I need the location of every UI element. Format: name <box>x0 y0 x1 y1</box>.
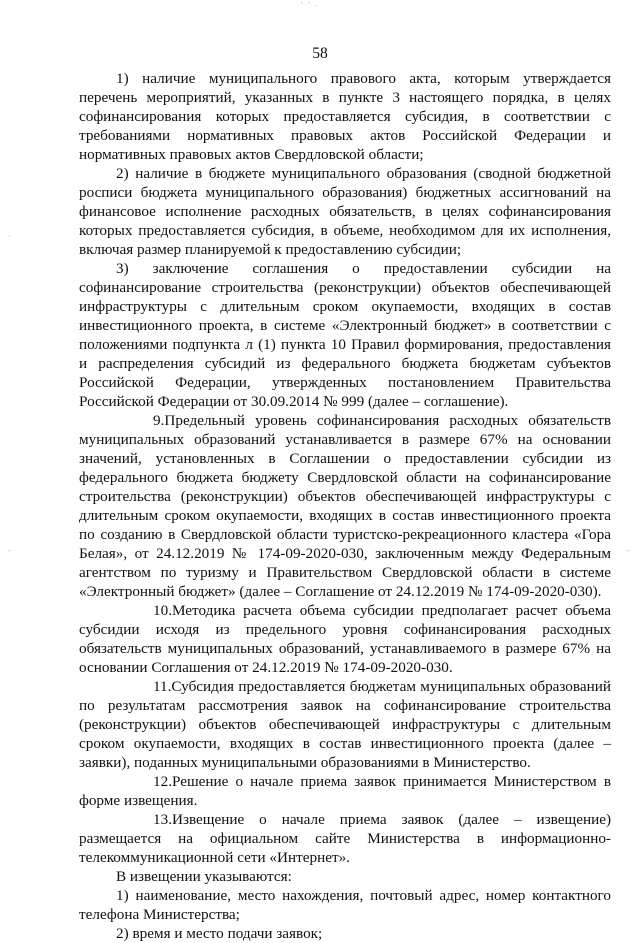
paragraph-notice-item-1 <box>79 886 611 924</box>
paragraph-clause-13 <box>79 810 611 867</box>
paragraph-text: 3) заключение соглашения о предоставлении субсидии на софинансирование строительства (реконструкции) объектов обеспечивающей инфраструктуры с длительным сроком окупаемости, входящих в состав инвестиционного проекта, в системе «Электронный бюджет» в соответствии с положениями подпункта л (1) пункта 10 Правил формирования, предоставления и распределения субсидий из федерального бюджета бюджетам субъектов Российской Федерации, утвержденных постановлением Правительства Российской Федерации от 30.09.2014 № 999 (далее – соглашение). <box>79 260 611 410</box>
clause-number: 12. <box>153 773 172 790</box>
clause-number: 13. <box>153 811 172 828</box>
paragraph-notice-intro <box>79 867 611 886</box>
paragraph-clause-11 <box>79 677 611 772</box>
paragraph-text: 2) наличие в бюджете муниципального образования (сводной бюджетной росписи бюджета муниципального образования) бюджетных ассигнований на финансовое исполнение расходных обязательств, в целях софинансирования которых предоставляется субсидия, в объеме, необходимом для их исполнения, включая размер планируемой к предоставлению субсидии; <box>79 165 611 258</box>
paragraph-text: 2) время и место подачи заявок; <box>116 925 323 942</box>
paragraph-item-1 <box>79 69 611 164</box>
paragraph-clause-12 <box>79 772 611 810</box>
paragraph-item-2 <box>79 164 611 259</box>
page-number: 58 <box>312 45 328 62</box>
paragraph-item-3 <box>79 259 611 411</box>
paragraph-text: 1) наличие муниципального правового акта, которым утверждается перечень мероприятий, указанных в пункте 3 настоящего порядка, в целях софинансирования которых предоставляется субсидия, в соответствии с требованиями нормативных правовых актов Российской Федерации и нормативных правовых актов Свердловской области; <box>79 70 611 163</box>
paragraph-text: Методика расчета объема субсидии предполагает расчет объема субсидии исходя из предельного уровня софинансирования расходных обязательств муниципальных образований, устанавливаемого в размере 67% на основании Соглашения от 24.12.2019 № 174-09-2020-030. <box>79 602 611 676</box>
paragraph-clause-9 <box>79 411 611 601</box>
clause-number: 9. <box>153 412 165 429</box>
paragraph-text: 1) наименование, место нахождения, почтовый адрес, номер контактного телефона Министерства; <box>79 887 611 923</box>
paragraph-text: В извещении указываются: <box>116 868 292 885</box>
scan-artifact-mark: - <box>8 546 12 556</box>
scan-artifact-mark: - <box>626 546 630 556</box>
paragraph-text: Извещение о начале приема заявок (далее – извещение) размещается на официальном сайте Министерства в информационно-телекоммуникационной сети «Интернет». <box>79 811 611 866</box>
paragraph-text: Решение о начале приема заявок принимается Министерством в форме извещения. <box>79 773 611 809</box>
clause-number: 10. <box>153 602 172 619</box>
scan-artifact-mark: · <box>8 232 11 242</box>
scan-artifact-mark: ` ` · <box>300 2 318 12</box>
paragraph-text: Предельный уровень софинансирования расходных обязательств муниципальных образований устанавливается в размере 67% на основании значений, установленных в Соглашении о предоставлении субсидии из федерального бюджета бюджету Свердловской области на софинансирование строительства (реконструкции) объектов обеспечивающей инфраструктуры с длительным сроком окупаемости, входящих в состав инвестиционного проекта по созданию в Свердловской области туристско-рекреационного кластера «Гора Белая», от 24.12.2019 № 174-09-2020-030, заключенным между Федеральным агентством по туризму и Правительством Свердловской области в системе «Электронный бюджет» (далее – Соглашение от 24.12.2019 № 174-09-2020-030). <box>79 412 611 600</box>
paragraph-notice-item-2 <box>79 924 611 943</box>
document-body <box>79 69 611 943</box>
paragraph-text: Субсидия предоставляется бюджетам муниципальных образований по результатам рассмотрения заявок на софинансирование строительства (реконструкции) объектов обеспечивающей инфраструктуры с длительным сроком окупаемости, входящих в состав инвестиционного проекта (далее – заявки), поданных муниципальными образованиями в Министерство. <box>79 678 611 771</box>
clause-number: 11. <box>153 678 172 695</box>
paragraph-clause-10 <box>79 601 611 677</box>
